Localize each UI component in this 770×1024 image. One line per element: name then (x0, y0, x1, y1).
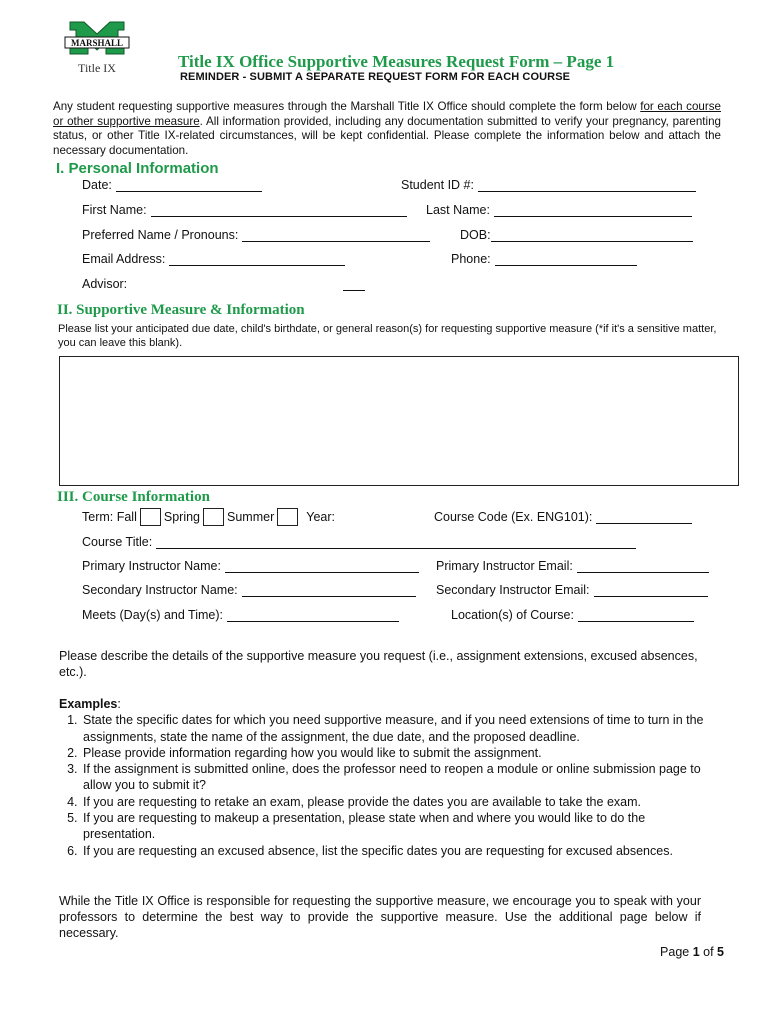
examples-label: Examples (59, 697, 118, 711)
supportive-instructions: Please list your anticipated due date, child's birthdate, or general reason(s) for requesting supportive measure (*if it's a sensitive matter, you can leave this blank). (58, 323, 717, 349)
section-personal-heading: I. Personal Information (56, 160, 219, 177)
example-item: 2. Please provide information regarding how you would like to submit the assignment. (81, 745, 709, 761)
describe-paragraph: Please describe the details of the supportive measure you request (i.e., assignment extensions, excused absences, etc.). (59, 649, 698, 679)
dob-field[interactable] (460, 228, 693, 242)
advisor-label: Advisor: (82, 277, 128, 291)
secondary-instructor-name-label: Secondary Instructor Name: (82, 583, 238, 597)
date-line[interactable] (116, 179, 262, 192)
examples-colon: : (117, 697, 121, 711)
location-line[interactable] (578, 609, 694, 622)
secondary-instructor-name-line[interactable] (242, 584, 416, 597)
preferred-name-field[interactable] (82, 228, 430, 242)
example-item: 4. If you are requesting to retake an exam, please provide the dates you are available to take the exam. (81, 794, 709, 810)
last-name-field[interactable] (426, 203, 692, 217)
dob-line[interactable] (491, 229, 693, 242)
first-name-label: First Name: (82, 203, 147, 217)
meets-label: Meets (Day(s) and Time): (82, 608, 224, 622)
primary-instructor-name-field[interactable] (82, 559, 419, 573)
phone-line[interactable] (495, 253, 637, 266)
spring-checkbox[interactable] (203, 508, 224, 526)
page-of: of (699, 945, 718, 959)
example-item: 1. State the specific dates for which you need supportive measure, and if you need extensions of time to turn in the assignments, state the name of the assignment, the due date, and the proposed deadline. (81, 712, 709, 745)
course-code-field[interactable] (434, 510, 692, 524)
term-spring-label: Spring (163, 510, 201, 524)
last-name-line[interactable] (494, 204, 692, 217)
date-field[interactable] (82, 178, 262, 192)
logo-wordmark: MARSHALL (70, 38, 124, 48)
primary-instructor-name-label: Primary Instructor Name: (82, 559, 221, 573)
student-id-label: Student ID #: (401, 178, 474, 192)
advisor-line[interactable] (343, 278, 365, 291)
primary-instructor-name-line[interactable] (225, 560, 419, 573)
preferred-name-line[interactable] (242, 229, 430, 242)
advisor-field[interactable] (82, 277, 365, 291)
first-name-line[interactable] (151, 204, 407, 217)
intro-text-underlined: for each course or other supportive measure (53, 100, 721, 128)
marshall-logo (62, 20, 132, 84)
meets-line[interactable] (227, 609, 399, 622)
secondary-instructor-email-field[interactable] (436, 583, 708, 597)
secondary-instructor-email-line[interactable] (594, 584, 708, 597)
year-label: Year: (306, 510, 335, 524)
course-title-label: Course Title: (82, 535, 153, 549)
page-number (660, 945, 724, 959)
examples-block (59, 696, 709, 859)
fall-checkbox[interactable] (140, 508, 161, 526)
page-title: Title IX Office Supportive Measures Request Form – Page 1 (178, 52, 615, 71)
course-code-line[interactable] (596, 511, 692, 524)
email-field[interactable] (82, 252, 345, 266)
preferred-name-label: Preferred Name / Pronouns: (82, 228, 239, 242)
first-name-field[interactable] (82, 203, 407, 217)
location-label: Location(s) of Course: (451, 608, 574, 622)
term-row (82, 508, 335, 526)
page-label: Page (660, 945, 693, 959)
section-supportive-heading: II. Supportive Measure & Information (57, 302, 305, 318)
page-current: 1 (692, 945, 700, 959)
intro-text-a: Any student requesting supportive measures through the Marshall Title IX Office should complete the form below (53, 100, 641, 113)
closing-paragraph: While the Title IX Office is responsible for requesting the supportive measure, we encourage you to speak with your professors to determine the best way to provide the supportive measure. Use the additional page below if necessary. (59, 894, 701, 940)
date-label: Date: (82, 178, 112, 192)
supportive-measure-textarea[interactable] (59, 356, 739, 486)
section-course-heading: III. Course Information (57, 489, 210, 505)
primary-instructor-email-line[interactable] (577, 560, 709, 573)
secondary-instructor-email-label: Secondary Instructor Email: (436, 583, 590, 597)
summer-checkbox[interactable] (277, 508, 298, 526)
student-id-field[interactable] (401, 178, 696, 192)
last-name-label: Last Name: (426, 203, 490, 217)
primary-instructor-email-field[interactable] (436, 559, 709, 573)
phone-label: Phone: (451, 252, 491, 266)
course-title-line[interactable] (156, 536, 636, 549)
meets-field[interactable] (82, 608, 399, 622)
secondary-instructor-name-field[interactable] (82, 583, 416, 597)
course-title-field[interactable] (82, 535, 636, 549)
reminder-text: REMINDER - SUBMIT A SEPARATE REQUEST FORM FOR EACH COURSE (180, 71, 571, 83)
dob-label: DOB: (460, 228, 491, 242)
term-summer-label: Summer (227, 510, 275, 524)
example-item: 6. If you are requesting an excused absence, list the specific dates you are requesting for excused absences. (81, 843, 709, 859)
email-line[interactable] (169, 253, 345, 266)
location-field[interactable] (451, 608, 694, 622)
example-item: 3. If the assignment is submitted online, does the professor need to reopen a module or online submission page to allow you to submit it? (81, 761, 709, 794)
primary-instructor-email-label: Primary Instructor Email: (436, 559, 573, 573)
phone-field[interactable] (451, 252, 637, 266)
examples-list (59, 712, 709, 859)
term-fall-label: Term: Fall (82, 510, 137, 524)
intro-paragraph (53, 100, 721, 158)
student-id-line[interactable] (478, 179, 696, 192)
email-label: Email Address: (82, 252, 166, 266)
intro-text-b: . All information provided, including any documentation submitted to verify your pregnancy, parenting status, or other Title IX-related circumstances, will be kept confidential. Please complete the information below and attach the necessary documentation. (53, 114, 721, 157)
example-item: 5. If you are requesting to makeup a presentation, please state when and where you would like to do the presentation. (81, 810, 709, 843)
page-total: 5 (717, 945, 724, 959)
logo-subtitle: Title IX (78, 61, 116, 75)
course-code-label: Course Code (Ex. ENG101): (434, 510, 593, 524)
